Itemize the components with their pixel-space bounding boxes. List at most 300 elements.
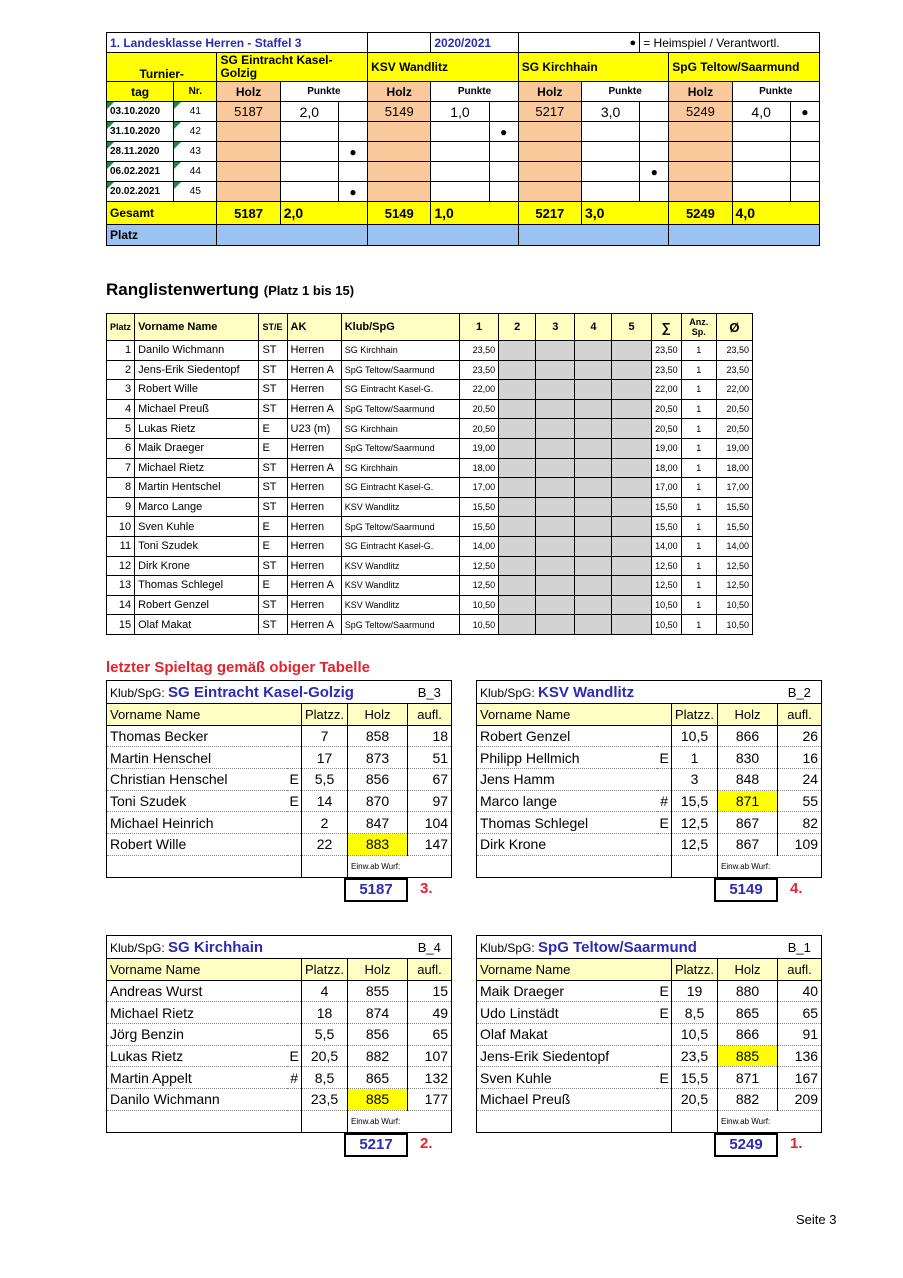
rank-count: 1	[681, 497, 716, 517]
rank-round-empty	[499, 458, 536, 478]
rank-round-empty	[612, 399, 651, 419]
club-title-row	[107, 936, 452, 959]
player-platzz: 17	[302, 747, 348, 769]
round-punkte: 3,0	[581, 102, 639, 122]
ranking-title	[106, 280, 354, 300]
ranking-col-header: ∑	[651, 314, 681, 341]
player-mark: E	[657, 747, 672, 769]
round-punkte	[581, 162, 639, 182]
club-total: 5187	[344, 878, 408, 902]
rank-round-empty	[499, 517, 536, 537]
team-header-1: SG Eintracht Kasel-Golzig	[217, 53, 368, 82]
club-table	[106, 680, 452, 878]
round-holz	[217, 122, 280, 142]
player-name: Jens-Erik Siedentopf	[477, 1045, 657, 1067]
club-name: SG Kirchhain	[168, 938, 264, 956]
player-platzz: 4	[302, 980, 348, 1002]
rank-place: 6	[107, 438, 135, 458]
player-mark: E	[287, 790, 302, 812]
ranking-col-header: 2	[499, 314, 536, 341]
rank-place: 2	[107, 360, 135, 380]
rank-name: Dirk Krone	[135, 556, 259, 576]
einw-label: Einw.ab Wurf:	[348, 1110, 452, 1132]
player-holz: 871	[718, 790, 778, 812]
player-name: Martin Henschel	[107, 747, 287, 769]
round-date: 20.02.2021	[107, 182, 174, 202]
round-punkte: 2,0	[280, 102, 338, 122]
rank-sum: 20,50	[651, 399, 681, 419]
nr-label: Nr.	[174, 82, 217, 102]
col-platzz: Platzz.	[302, 704, 348, 726]
gesamt-label: Gesamt	[107, 202, 217, 225]
player-row	[477, 1045, 822, 1067]
rank-st: ST	[259, 615, 287, 635]
rank-club: SG Eintracht Kasel-G.	[341, 380, 459, 400]
player-holz: 830	[718, 747, 778, 769]
rank-count: 1	[681, 536, 716, 556]
player-platzz: 7	[302, 725, 348, 747]
player-platzz: 5,5	[302, 1024, 348, 1046]
round-holz	[669, 142, 732, 162]
player-row	[477, 1002, 822, 1024]
player-mark: E	[657, 812, 672, 834]
rank-round-empty	[499, 497, 536, 517]
rank-sum: 17,00	[651, 478, 681, 498]
rank-club: SG Kirchhain	[341, 458, 459, 478]
round-row	[107, 162, 820, 182]
rank-count: 1	[681, 341, 716, 361]
player-mark	[287, 1024, 302, 1046]
player-row	[107, 1089, 452, 1111]
player-aufl: 65	[408, 1024, 452, 1046]
tag-label: tag	[107, 82, 174, 102]
rank-count: 1	[681, 556, 716, 576]
ranking-title-text: Ranglistenwertung	[106, 280, 260, 299]
player-holz: 848	[718, 769, 778, 791]
rank-round-empty	[612, 360, 651, 380]
rank-round-empty	[575, 517, 612, 537]
player-aufl: 18	[408, 725, 452, 747]
player-row	[477, 747, 822, 769]
einw-label: Einw.ab Wurf:	[718, 1110, 822, 1132]
rank-round-1: 18,00	[460, 458, 499, 478]
rank-club: KSV Wandlitz	[341, 576, 459, 596]
rank-club: SG Eintracht Kasel-G.	[341, 478, 459, 498]
col-holz: Holz	[348, 959, 408, 981]
player-platzz: 2	[302, 812, 348, 834]
ranking-col-header: Vorname Name	[135, 314, 259, 341]
legend-dot: ●	[518, 33, 639, 53]
player-aufl: 167	[778, 1067, 822, 1089]
round-holz	[669, 162, 732, 182]
rank-round-empty	[499, 615, 536, 635]
round-row	[107, 122, 820, 142]
player-aufl: 49	[408, 1002, 452, 1024]
einw-label: Einw.ab Wurf:	[348, 855, 452, 877]
club-code: B_2	[778, 681, 822, 704]
rank-name: Marco Lange	[135, 497, 259, 517]
rank-place: 1	[107, 341, 135, 361]
rank-ak: Herren	[287, 556, 341, 576]
rank-round-empty	[612, 341, 651, 361]
rank-round-empty	[536, 438, 575, 458]
player-mark: #	[657, 790, 672, 812]
club-title	[477, 681, 778, 704]
ranking-col-header: Ø	[716, 314, 752, 341]
rank-club: SpG Teltow/Saarmund	[341, 615, 459, 635]
rank-ak: Herren A	[287, 576, 341, 596]
player-row	[107, 812, 452, 834]
home-marker: ●	[640, 162, 669, 182]
club-total: 5217	[344, 1133, 408, 1157]
ranking-row	[107, 360, 753, 380]
club-title-row	[107, 681, 452, 704]
club-title	[107, 936, 408, 959]
club-label: Klub/SpG:	[480, 940, 535, 955]
player-aufl: 209	[778, 1089, 822, 1111]
player-mark	[287, 1089, 302, 1111]
home-marker	[489, 182, 518, 202]
rank-place: 5	[107, 419, 135, 439]
home-marker	[640, 142, 669, 162]
team-header-3: SG Kirchhain	[518, 53, 669, 82]
player-platzz: 10,5	[672, 1024, 718, 1046]
last-matchday-title: letzter Spieltag gemäß obiger Tabelle	[106, 659, 370, 676]
rank-count: 1	[681, 517, 716, 537]
rank-round-empty	[575, 478, 612, 498]
player-name: Jörg Benzin	[107, 1024, 287, 1046]
rank-ak: Herren	[287, 595, 341, 615]
home-marker	[489, 162, 518, 182]
player-holz: 873	[348, 747, 408, 769]
rank-round-1: 20,50	[460, 399, 499, 419]
ranking-row	[107, 576, 753, 596]
einw-row	[107, 1110, 452, 1132]
rank-club: SG Kirchhain	[341, 419, 459, 439]
player-platzz: 20,5	[302, 1045, 348, 1067]
home-marker	[790, 142, 819, 162]
rank-round-empty	[499, 556, 536, 576]
rank-round-empty	[612, 438, 651, 458]
page-number: Seite 3	[796, 1212, 837, 1227]
player-row	[107, 790, 452, 812]
round-date: 28.11.2020	[107, 142, 174, 162]
club-table	[476, 935, 822, 1133]
player-name: Michael Rietz	[107, 1002, 287, 1024]
round-date: 31.10.2020	[107, 122, 174, 142]
rank-round-empty	[612, 595, 651, 615]
rank-club: SpG Teltow/Saarmund	[341, 438, 459, 458]
round-punkte	[581, 122, 639, 142]
player-holz: 885	[718, 1045, 778, 1067]
rank-ak: Herren A	[287, 360, 341, 380]
rank-round-empty	[499, 380, 536, 400]
player-platzz: 12,5	[672, 812, 718, 834]
home-marker	[640, 122, 669, 142]
rank-avg: 23,50	[716, 341, 752, 361]
rank-place: 10	[107, 517, 135, 537]
player-aufl: 51	[408, 747, 452, 769]
player-holz: 856	[348, 769, 408, 791]
round-punkte	[732, 122, 790, 142]
rank-round-empty	[536, 458, 575, 478]
rank-sum: 14,00	[651, 536, 681, 556]
player-aufl: 16	[778, 747, 822, 769]
player-holz: 882	[718, 1089, 778, 1111]
rank-round-empty	[612, 536, 651, 556]
player-platzz: 12,5	[672, 834, 718, 856]
round-holz: 5217	[518, 102, 581, 122]
rank-round-empty	[499, 341, 536, 361]
home-marker	[790, 182, 819, 202]
player-name: Robert Genzel	[477, 725, 657, 747]
rank-avg: 12,50	[716, 556, 752, 576]
round-holz	[518, 162, 581, 182]
rank-count: 1	[681, 360, 716, 380]
player-mark	[287, 1002, 302, 1024]
player-holz: 883	[348, 834, 408, 856]
player-name: Lukas Rietz	[107, 1045, 287, 1067]
rank-club: KSV Wandlitz	[341, 556, 459, 576]
club-total: 5149	[714, 878, 778, 902]
rank-place: 13	[107, 576, 135, 596]
player-aufl: 177	[408, 1089, 452, 1111]
rank-round-empty	[612, 517, 651, 537]
round-punkte	[280, 162, 338, 182]
player-name: Olaf Makat	[477, 1024, 657, 1046]
player-platzz: 3	[672, 769, 718, 791]
ranking-row	[107, 458, 753, 478]
round-punkte	[280, 122, 338, 142]
rank-name: Olaf Makat	[135, 615, 259, 635]
rank-place: 7	[107, 458, 135, 478]
round-date: 06.02.2021	[107, 162, 174, 182]
ranking-col-header: Klub/SpG	[341, 314, 459, 341]
club-name: KSV Wandlitz	[538, 683, 635, 701]
home-marker	[640, 182, 669, 202]
holz-label: Holz	[518, 82, 581, 102]
rank-name: Maik Draeger	[135, 438, 259, 458]
col-platzz: Platzz.	[672, 959, 718, 981]
club-place: 3.	[420, 880, 433, 897]
rank-round-empty	[536, 497, 575, 517]
rank-avg: 19,00	[716, 438, 752, 458]
rank-round-1: 19,00	[460, 438, 499, 458]
rank-name: Danilo Wichmann	[135, 341, 259, 361]
round-punkte	[431, 162, 489, 182]
rank-round-1: 10,50	[460, 595, 499, 615]
player-name: Udo Linstädt	[477, 1002, 657, 1024]
club-header-row	[107, 704, 452, 726]
club-name: SpG Teltow/Saarmund	[538, 938, 697, 956]
player-platzz: 5,5	[302, 769, 348, 791]
round-holz	[518, 122, 581, 142]
punkte-label: Punkte	[732, 82, 819, 102]
player-aufl: 136	[778, 1045, 822, 1067]
col-holz: Holz	[348, 704, 408, 726]
league-title: 1. Landesklasse Herren - Staffel 3	[107, 33, 368, 53]
total-holz: 5249	[669, 202, 732, 225]
player-name: Thomas Schlegel	[477, 812, 657, 834]
club-code: B_3	[408, 681, 452, 704]
player-name: Marco lange	[477, 790, 657, 812]
rank-club: SpG Teltow/Saarmund	[341, 360, 459, 380]
home-marker: ●	[338, 142, 367, 162]
punkte-label: Punkte	[581, 82, 668, 102]
rank-round-empty	[536, 380, 575, 400]
rank-sum: 22,00	[651, 380, 681, 400]
team-header-4: SpG Teltow/Saarmund	[669, 53, 820, 82]
rank-name: Jens-Erik Siedentopf	[135, 360, 259, 380]
rank-avg: 14,00	[716, 536, 752, 556]
rank-round-empty	[612, 497, 651, 517]
rank-round-empty	[575, 399, 612, 419]
rank-count: 1	[681, 458, 716, 478]
total-punkte: 3,0	[581, 202, 668, 225]
rank-round-empty	[575, 419, 612, 439]
rank-round-empty	[575, 595, 612, 615]
player-holz: 847	[348, 812, 408, 834]
player-holz: 867	[718, 812, 778, 834]
player-platzz: 23,5	[672, 1045, 718, 1067]
rank-round-1: 17,00	[460, 478, 499, 498]
rank-avg: 20,50	[716, 419, 752, 439]
round-nr: 42	[174, 122, 217, 142]
rank-round-empty	[536, 595, 575, 615]
ranking-subtitle: (Platz 1 bis 15)	[263, 283, 355, 298]
player-holz: 866	[718, 1024, 778, 1046]
rank-ak: Herren	[287, 497, 341, 517]
round-punkte: 1,0	[431, 102, 489, 122]
ranking-col-header: 4	[575, 314, 612, 341]
rank-st: ST	[259, 341, 287, 361]
rank-club: SG Eintracht Kasel-G.	[341, 536, 459, 556]
round-punkte	[431, 182, 489, 202]
player-row	[477, 834, 822, 856]
player-platzz: 15,5	[672, 1067, 718, 1089]
round-holz	[368, 162, 431, 182]
club-total: 5249	[714, 1133, 778, 1157]
home-marker: ●	[790, 102, 819, 122]
round-holz	[217, 182, 280, 202]
rank-place: 11	[107, 536, 135, 556]
rank-round-empty	[536, 517, 575, 537]
player-aufl: 26	[778, 725, 822, 747]
team-header-2: KSV Wandlitz	[368, 53, 519, 82]
player-mark	[657, 769, 672, 791]
rank-round-empty	[536, 419, 575, 439]
rank-club: SpG Teltow/Saarmund	[341, 517, 459, 537]
player-holz: 880	[718, 980, 778, 1002]
rank-st: ST	[259, 497, 287, 517]
home-marker	[338, 102, 367, 122]
player-holz: 874	[348, 1002, 408, 1024]
rank-ak: Herren	[287, 536, 341, 556]
rank-ak: Herren A	[287, 458, 341, 478]
ranking-col-header: 5	[612, 314, 651, 341]
rank-ak: Herren	[287, 438, 341, 458]
player-holz: 865	[348, 1067, 408, 1089]
rank-place: 9	[107, 497, 135, 517]
round-nr: 45	[174, 182, 217, 202]
round-row	[107, 182, 820, 202]
ranking-row	[107, 341, 753, 361]
col-aufl: aufl.	[408, 704, 452, 726]
rank-round-empty	[575, 536, 612, 556]
round-punkte	[581, 142, 639, 162]
player-row	[477, 790, 822, 812]
col-platzz: Platzz.	[302, 959, 348, 981]
home-marker	[790, 122, 819, 142]
home-marker	[489, 102, 518, 122]
rank-avg: 10,50	[716, 615, 752, 635]
rank-round-empty	[536, 399, 575, 419]
club-title-row	[477, 681, 822, 704]
holz-label: Holz	[669, 82, 732, 102]
einw-label: Einw.ab Wurf:	[718, 855, 822, 877]
league-table	[106, 32, 820, 246]
player-mark	[657, 1024, 672, 1046]
rank-place: 3	[107, 380, 135, 400]
round-punkte	[431, 142, 489, 162]
player-mark: E	[657, 1067, 672, 1089]
rank-round-empty	[575, 438, 612, 458]
club-code: B_1	[778, 936, 822, 959]
club-label: Klub/SpG:	[110, 940, 165, 955]
ranking-row	[107, 595, 753, 615]
rank-ak: Herren	[287, 380, 341, 400]
rank-round-empty	[499, 419, 536, 439]
player-holz: 856	[348, 1024, 408, 1046]
player-row	[477, 725, 822, 747]
player-aufl: 107	[408, 1045, 452, 1067]
round-punkte	[732, 142, 790, 162]
rank-ak: Herren A	[287, 399, 341, 419]
rank-round-empty	[499, 576, 536, 596]
rank-round-empty	[575, 458, 612, 478]
col-name: Vorname Name	[107, 959, 302, 981]
round-punkte	[732, 182, 790, 202]
rank-place: 14	[107, 595, 135, 615]
rank-sum: 10,50	[651, 615, 681, 635]
ranking-col-header: 3	[536, 314, 575, 341]
player-aufl: 104	[408, 812, 452, 834]
rank-round-1: 12,50	[460, 576, 499, 596]
rank-round-1: 15,50	[460, 517, 499, 537]
total-holz: 5187	[217, 202, 280, 225]
rank-sum: 12,50	[651, 576, 681, 596]
rank-round-empty	[536, 360, 575, 380]
player-mark	[657, 834, 672, 856]
rank-st: ST	[259, 556, 287, 576]
col-name: Vorname Name	[477, 959, 672, 981]
round-holz	[368, 142, 431, 162]
player-holz: 871	[718, 1067, 778, 1089]
player-aufl: 91	[778, 1024, 822, 1046]
rank-round-empty	[499, 478, 536, 498]
player-name: Dirk Krone	[477, 834, 657, 856]
player-aufl: 15	[408, 980, 452, 1002]
player-row	[107, 1024, 452, 1046]
player-row	[107, 980, 452, 1002]
rank-avg: 10,50	[716, 595, 752, 615]
club-label: Klub/SpG:	[480, 685, 535, 700]
ranking-row	[107, 478, 753, 498]
rank-round-empty	[536, 556, 575, 576]
club-place: 2.	[420, 1135, 433, 1152]
total-punkte: 4,0	[732, 202, 819, 225]
rank-place: 4	[107, 399, 135, 419]
